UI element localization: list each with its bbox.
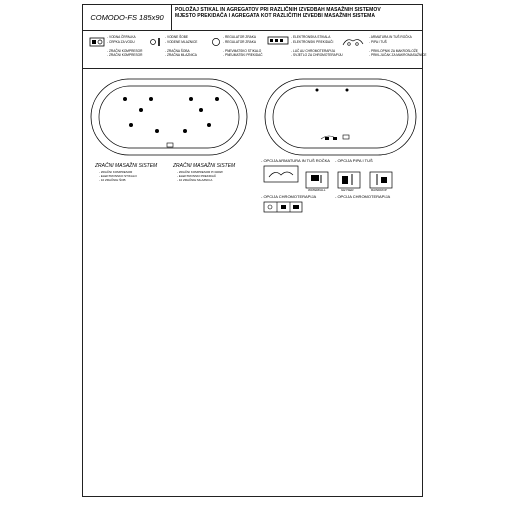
nozzle-icon — [149, 37, 163, 47]
geyser-label: GEYSER — [341, 188, 354, 192]
legend-item-nozzles: - VODNE ŠOBE - VODENE MLAZNICE - ZRAČNA ŠOBA - ZRAČNA MLAZNICA — [165, 35, 198, 58]
legend-item-electronic: - ELEKTRONSKA STIKALA - ELEKTRONSKI PREKIDAČI - LUČ AU CHROMOTERAPIJA - SVJETLO ZA CHROMOTERAPIJU — [291, 35, 343, 58]
mixer-icon — [341, 36, 365, 48]
air-jets-group — [123, 97, 219, 133]
option-armatura-label: - OPCIJA ARMATURA IN TUŠ ROČKA — [261, 158, 330, 163]
chromotherapy-icon — [263, 201, 303, 213]
legend-item-pump: - VODNA ČRPALKA - CRPKA ZA VODU - ZRAČNI KOMPRESOR - ZRAČNI KOMPRESOR — [107, 35, 143, 58]
hand-shower-icon — [263, 165, 299, 183]
option-chromo-label-1: - OPCIJA CHROMOTERAPIJA — [261, 194, 317, 199]
model-name: COMODO-FS 185x90 — [83, 5, 172, 30]
control-panel-icon — [267, 36, 289, 46]
system-a-title: ZRAČNI MASAŽNI SISTEM — [95, 163, 158, 169]
legend-item-regulator: - REGULATOR ZRAKA - REGULATOR ZRAKA - PNEVMATSKO STIKALO - PNEUMATSKI PREKIDAČ — [223, 35, 263, 58]
waterfall-label: WATERFALL — [308, 188, 326, 192]
drawing-sheet — [82, 4, 427, 497]
legend-item-mixer: - ARMATURA IN TUŠ ROČKA - PIPA I TUŠ - PRIKLOPNIK ZA MAKROSLOŽE - PRIKLJUČAK ZA MAKROMASAŽNICE — [369, 35, 427, 58]
system-a-items: - ZRAČNI KOMPRESOR - ELEKTRONSKO STIKALO - 10 ZRAČNIH ŠOB — [99, 170, 137, 183]
waterfall-icon — [305, 171, 329, 189]
left-tub-diagram — [89, 77, 249, 157]
raindrop-icon — [369, 171, 393, 189]
geyser-icon — [337, 171, 361, 189]
option-chromo-label-2: - OPCIJA CHROMOTERAPIJA — [335, 194, 391, 199]
raindrop-label: RAINDROP — [371, 188, 387, 192]
system-b-title: ZRAČNI MASAŽNI SISTEM — [173, 163, 236, 169]
drawing-title — [175, 7, 420, 20]
regulator-icon — [211, 37, 221, 47]
title-line-croatian: MJESTO PREKIDAČA I AGREGATA KOT RAZLIČITIH IZVEDBI MASAŽNIH SISTEMA — [175, 13, 376, 20]
legend-block — [83, 30, 427, 69]
title-line-slovene: POLOŽAJ STIKAL IN AGREGATOV PRI RAZLIČNIH IZVEDBAH MASAŽNIH SISTEMOV — [175, 7, 381, 13]
right-tub-diagram — [263, 77, 418, 157]
option-pipa-label: - OPCIJA PIPA I TUŠ — [335, 158, 373, 163]
title-block — [83, 5, 422, 31]
water-heater-icon — [89, 37, 105, 47]
system-b-items: - ZRAČNI KOMPRESOR P=400W - ELEKTRONSKI PREKIDAČ - 10 ZRAČNIH MLAZNICA — [177, 170, 223, 183]
